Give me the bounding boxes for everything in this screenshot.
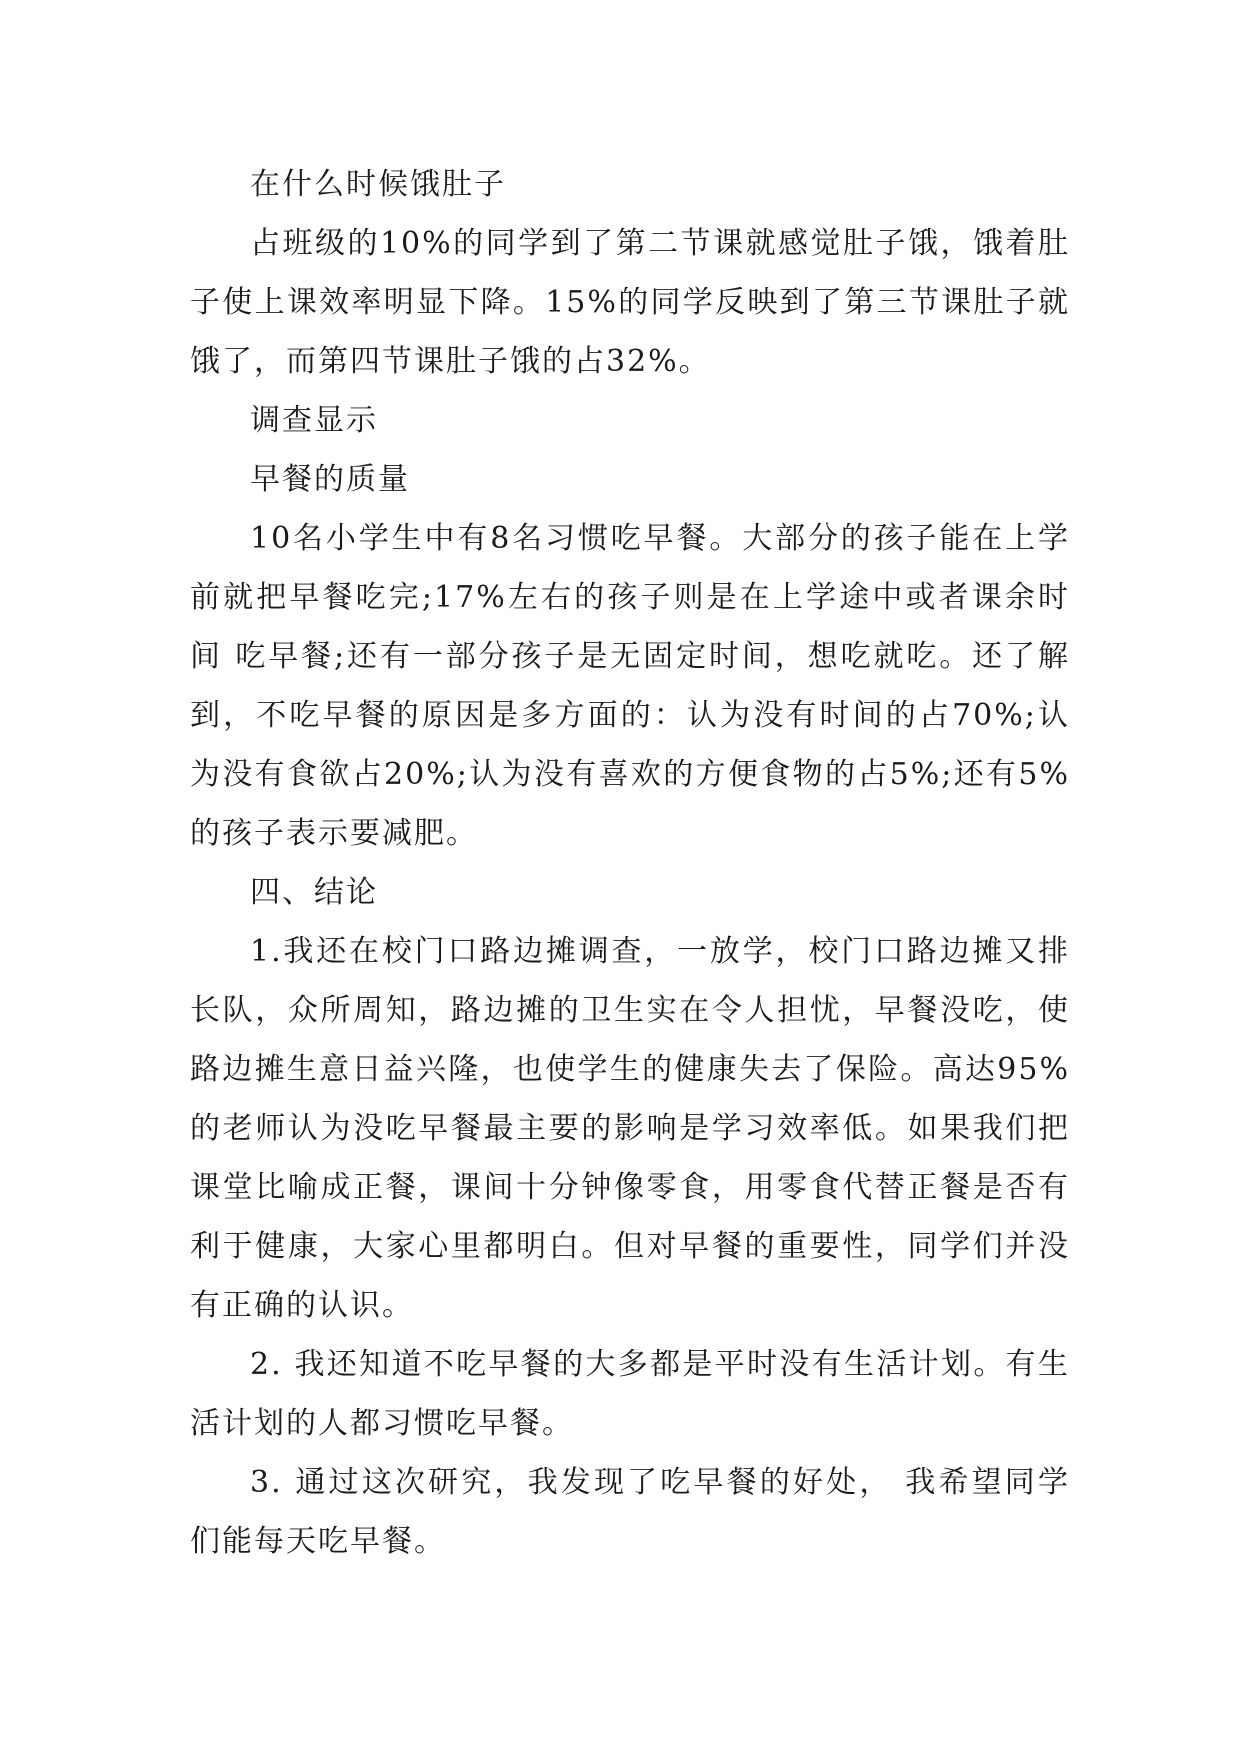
paragraph-conclusion-2: 2. 我还知道不吃早餐的大多都是平时没有生活计划。有生活计划的人都习惯吃早餐。 — [190, 1347, 1070, 1441]
paragraph-conclusion-1: 1.我还在校门口路边摊调查，一放学，校门口路边摊又排长队，众所周知，路边摊的卫生实在令人担忧，早餐没吃，使路边摊生意日益兴隆，也使学生的健康失去了保险。高达95%的老师认为没吃早餐最主要的影响是学习效率低。如果我们把课堂比喻成正餐，课间十分钟像零食，用零食代替正餐是否有利于健康，大家心里都明白。但对早餐的重要性，同学们并没有正确的认识。 — [190, 934, 1070, 1323]
paragraph-breakfast-habits: 10名小学生中有8名习惯吃早餐。大部分的孩子能在上学前就把早餐吃完;17%左右的孩子则是在上学途中或者课余时间 吃早餐;还有一部分孩子是无固定时间，想吃就吃。还了解到，不吃早餐的原因是多方面的：认为没有时间的占70%;认为没有食欲占20%;认为没有喜欢的方便食物的占5%;还有5%的孩子表示要减肥。 — [190, 521, 1070, 851]
section-heading-survey: 调查显示 — [250, 403, 378, 438]
section-heading-hungry-time: 在什么时候饿肚子 — [250, 167, 506, 202]
section-heading-breakfast-quality: 早餐的质量 — [250, 462, 410, 497]
section-heading-conclusion: 四、结论 — [250, 875, 378, 910]
document-body — [190, 155, 1070, 1571]
paragraph-hunger-stats: 占班级的10%的同学到了第二节课就感觉肚子饿，饿着肚子使上课效率明显下降。15%的同学反映到了第三节课肚子就饿了，而第四节课肚子饿的占32%。 — [190, 226, 1070, 379]
paragraph-conclusion-3: 3. 通过这次研究，我发现了吃早餐的好处， 我希望同学们能每天吃早餐。 — [190, 1465, 1070, 1559]
